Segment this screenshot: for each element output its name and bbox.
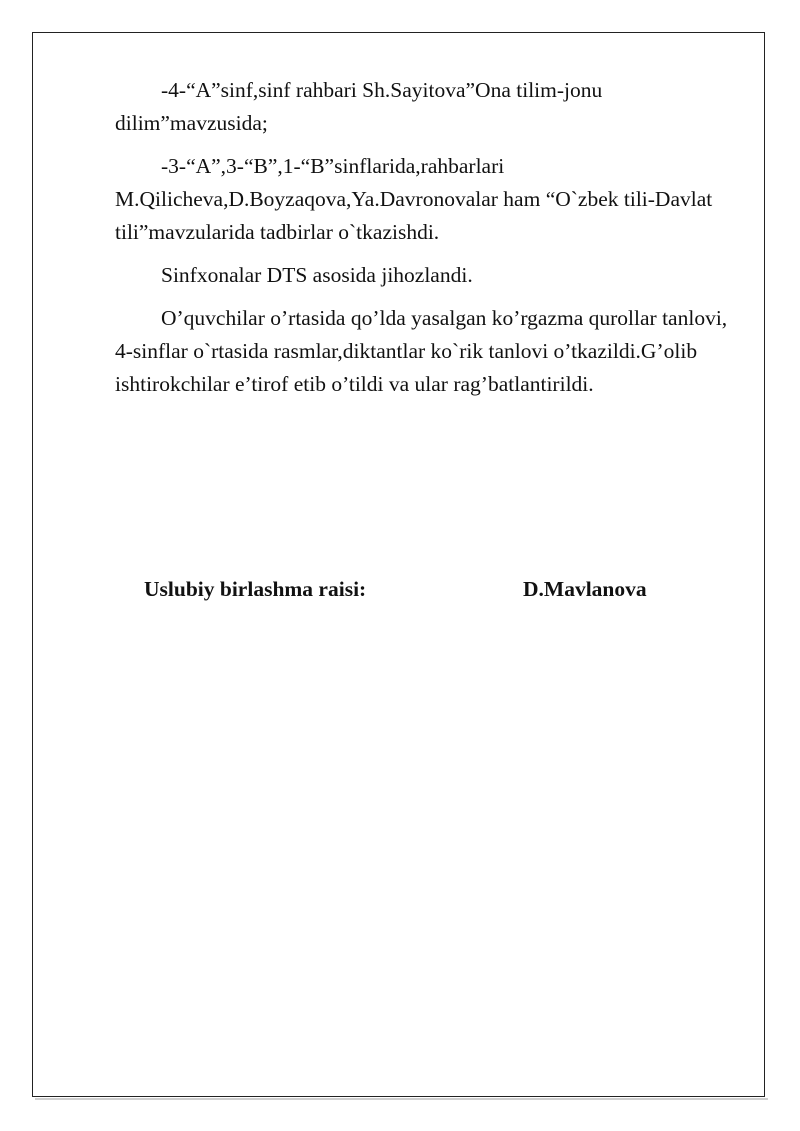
paragraph-competitions: O’quvchilar o’rtasida qo’lda yasalgan ko’rgazma qurollar tanlovi, 4-sinflar o`rtasida rasmlar,diktantlar ko`rik tanlovi o’tkazildi.G’olib ishtirokchilar e’tirof etib o’tildi va ular rag’batlantirildi.: [115, 306, 728, 396]
paragraph-classrooms: Sinfxonalar DTS asosida jihozlandi.: [161, 263, 473, 287]
signature-label: Uslubiy birlashma raisi:: [144, 577, 367, 601]
signature-name: D.Mavlanova: [523, 577, 647, 601]
paragraph-classes-3a-3b-1b: -3-“A”,3-“B”,1-“B”sinflarida,rahbarlari M.Qilicheva,D.Boyzaqova,Ya.Davronovalar ham “O`zbek tili-Davlat tili”mavzularida tadbirlar o`tkazishdi.: [115, 154, 713, 244]
paragraph-class-4a: -4-“A”sinf,sinf rahbari Sh.Sayitova”Ona tilim-jonu dilim”mavzusida;: [115, 78, 603, 135]
document-body: [115, 74, 735, 411]
